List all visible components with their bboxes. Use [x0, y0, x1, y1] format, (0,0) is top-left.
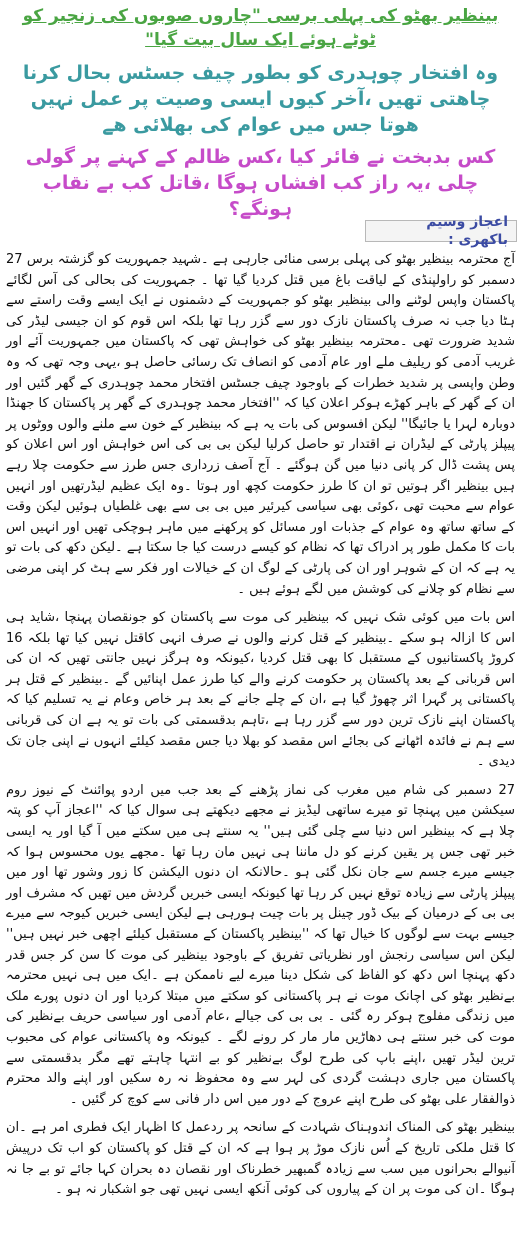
article-paragraph: 27 دسمبر کی شام میں مغرب کی نماز پڑھنے کے بعد جب میں اردو پوائنٹ کے نیوز روم سیکشن میں پہنچا تو میرے ساتھی لیڈیز نے مجھے دیکھتے ہی سوال کیا کہ ''اعجاز آپ کو پتہ چلا ہے کہ بینظیر اس دنیا سے چلی گئی ہیں'' یہ سنتے ہی میں سکتے میں آ گیا اور یہ ایسی خبر تھی جس پر یقین کرنے کو دل ماننا ہی نہیں مان رہا تھا ۔مجھے یوں محسوس ہوا کہ جیسے میرے جسم سے جان نکل گئی ہو ۔حالانکہ ان دنوں الیکشن کا زور وشور تھا اور میں پیپلز پارٹی سے زیادہ توقع نہیں کر رہا تھا کیونکہ ایسی خبریں گردش میں تھیں کہ مشرف اور بی بی کے درمیان کے بیک ڈور چینل پر بات چیت ہورہی ہے لیکن ایسی خبریں کیوجہ سے میرے جیسے بہت سے لوگوں کا خیال تھا کہ ''بینظیر پاکستان کے مستقبل کیلئے اچھی خبر نہیں ہیں'' لیکن اس سیاسی رنجش اور نظریاتی تفریق کے باوجود بینظیر کی موت کا سن کر جس قدر دکھ پہنچا اس دکھ کو الفاظ کی شکل دینا میرے لیے ناممکن ہے ۔ایک میں ہی نہیں محترمہ بےنظیر بھٹو کی اچانک موت نے ہر پاکستانی کو سکتے میں مبتلا کردیا اور ان دنوں پورے ملک میں زندگی مفلوج ہوکر رہ گئی ۔ بی بی کی جیالے ،عام آدمی اور سیاسی حریف بےنظیر کی موت کی خبر سنتے ہی دھاڑیں مار مار کر رونے لگے ۔ کیونکہ وہ پاکستانی عوام کی محبوب ترین لیڈر تھیں ،اپنے باپ کی طرح لوگ بےنظیر کو بے انتہا چاہتے تھے مگر بدقسمتی سے پاکستان میں جاری دہشت گردی کی لہر سے وہ محفوظ نہ رہ سکیں اور اپنے والد محترم ذوالفقار علی بھٹو کی طرح اپنے عروج کے دور میں اس دار فانی سے کوچ کر گئیں ۔ [6, 782, 515, 1107]
author-name: اعجاز وسیم باکھری : [426, 214, 508, 248]
article-paragraph: بینظیر بھٹو کی المناک اندوہناک شہادت کے سانحہ پر ردعمل کا اظہار ایک فطری امر ہے ۔ان کا قتل ملکی تاریخ کے اُس نازک موڑ پر ہوا ہے کہ ان کے قتل کو پاکستان کو اب تک درپیش آنیوالے بحرانوں میں سب سے زیادہ گمبھیر خطرناک اور نقصان دہ بحران کہا جائے تو بے جا نہ ہوگا ۔ان کی موت پر ان کے پیاروں کی کوئی آنکھ ایسی نہیں تھی جو اشکبار نہ ہو ۔ [6, 1120, 515, 1198]
article-paragraph: اس بات میں کوئی شک نہیں کہ بینظیر کی موت سے پاکستان کو جونقصان پہنچا ،شاید ہی اس کا ازالہ ہو سکے ۔بینظیر کے قتل کرنے والوں نے صرف انہی کاقتل نہیں کیا تھا بلکہ 16 کروڑ پاکستانیوں کے مستقبل کا بھی قتل کردیا ،کیونکہ وہ ہرگز نہیں جانتی تھیں کہ ان کی اس قربانی کے بعد پاکستان پر حکومت کرنے والے کیا طرز عمل اپنائیں گے ۔بینظیر کے قتل ہر پاکستانی پر گہرا اثر چھوڑ گیا ہے ،ان کے چلے جانے کے بعد ہر خاص وعام نے یہ تسلیم کیا کہ پاکستان اپنے نازک ترین دور سے گزر رہا ہے ،تاہم بدقسمتی کی بات تو یہ ہے ان کی قربانی سے ہم نے فائدہ اٹھانے کی بجائے اس مقصد کو بھلا دیا جس مقصد کیلئے انہوں نے اپنی جان تک دیدی ۔ [6, 610, 515, 770]
article-paragraph: آج محترمہ بینظیر بھٹو کی پہلی برسی منائی جارہی ہے ۔شہید جمہوریت کو گزشتہ برس 27 دسمبر کو راولپنڈی کے لیاقت باغ میں قتل کردیا گیا تھا ۔ جمہوریت کی بحالی کی آس لگائے پاکستان واپس لوٹنے والی بینظیر بھٹو کو جمہوریت کے دشمنوں نے ایک ایسے وقت راستے سے ہٹا دیا جب نہ صرف پاکستان نازک دور سے گزر رہا تھا بلکہ اس قوم کو ان جیسی لیڈر کی شدید ضرورت تھی ۔محترمہ بینظیر بھٹو کی خواہش تھی کہ پاکستان میں جمہوریت آئے اور غریب آدمی کو ریلیف ملے اور عام آدمی کو انصاف تک رسائی حاصل ہو ،یہی وجہ تھی کہ وہ وطن واپسی پر شدید خطرات کے باوجود چیف جسٹس افتخار محمد چوہدری کے گھر گئیں اور ان کے گھر کے باہر کھڑے ہوکر اعلان کیا کہ ''افتخار محمد چوہدری کے گھر پر پاکستان کا جھنڈا دوبارہ لہرا یا جائیگا'' لیکن افسوس کی بات یہ ہے کہ بینظیر کے خون سے ملنے والوں ووٹوں پر پیپلز پارٹی کے لیڈران نے اقتدار تو حاصل کرلیا لیکن بی بی کی اس خواہش اور اس اعلان کو پس پشت ڈال کر پانی دنیا میں گن ہوگئے ۔ آج آصف زرداری جس طرز سے حکومت چلا رہے ہیں بینظیر اگر ہوتیں تو ان کا طرز حکومت کچھ اور ہوتا ۔وہ ایک عظیم لیڈرتھیں اور انہیں عوام سے محبت تھی ،کوئی بھی سیاسی کیرئیر میں بی بی سے بھی غلطیاں ہوئیں لیکن وقت کے ساتھ ساتھ وہ عوام کے جذبات اور مسائل کو پرکھنے میں ماہر ہوچکی تھیں اور انہیں اس بات کا مکمل طور پر ادراک تھا کہ نظام کو کیسے درست کیا جا سکتا ہے ۔لیکن دکھ کی بات تو یہ ہے کہ ان کے شوہر اور ان کی پارٹی کے لوگ ان کے خیالات اور فکر سے ہٹ کر اپنی مرضی سے نظام کو چلانے کی کوشش میں لگے ہوئے ہیں ۔ [6, 252, 515, 597]
article-subheadline: وہ افتخار چوہدری کو بطور چیف جسٹس بحال کرنا چاھتی تھیں ،آخر کیوں ایسی وصیت پر عمل نہیں ھوتا جس میں عوام کی بھلائی ھے [22, 62, 499, 136]
article-headline: بینظیر بھٹو کی پہلی برسی "چاروں صوبوں کی زنجیر کو ٹوٹے ہوئے ایک سال بیت گیا" [22, 6, 499, 50]
author-box [365, 214, 517, 248]
article-quote: کس بدبخت نے فائر کیا ،کس ظالم کے کہنے پر گولی چلی ،یہ راز کب افشاں ہوگا ،قاتل کب بے نقاب ہونگے؟ [25, 146, 496, 220]
article-body [6, 250, 515, 1209]
